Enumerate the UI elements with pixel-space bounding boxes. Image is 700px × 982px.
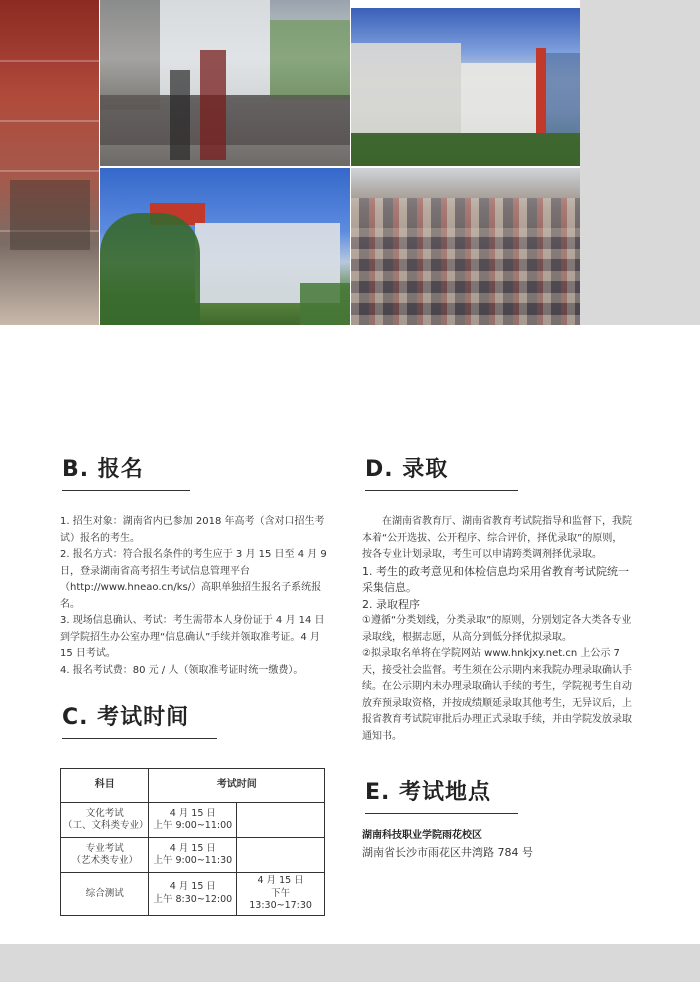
section-b-content — [60, 514, 328, 679]
section-c-title: C. 考试时间 — [62, 705, 190, 730]
section-e-title: E. 考试地点 — [365, 780, 492, 805]
table-row — [61, 803, 325, 838]
table-cell-time-empty — [237, 838, 325, 873]
table-header-time: 考试时间 — [149, 769, 325, 803]
section-c-rule — [62, 738, 217, 739]
photo-student-crowd — [351, 168, 580, 325]
table-cell-subject: 综合测试 — [61, 873, 149, 916]
section-b-rule — [62, 490, 190, 491]
section-e-rule — [365, 813, 518, 814]
table-header-subject: 科目 — [61, 769, 149, 803]
admission-intro: 在湖南省教育厅、湖南省教育考试院指导和监督下，我院本着“公开选拔、公开程序、综合评价，择优录取”的原则，按各专业计划录取，考生可以申请跨类调剂择优录取。 — [362, 516, 632, 560]
photo-students-walking — [100, 0, 350, 166]
photo-campus-buildings — [351, 8, 580, 166]
exam-address: 湖南省长沙市雨花区井湾路 784 号 — [362, 845, 533, 859]
photo-teaching-building — [100, 168, 350, 325]
section-d-title: D. 录取 — [365, 457, 449, 482]
section-d-content — [362, 514, 632, 745]
table-cell-time-empty — [237, 803, 325, 838]
signup-fee: 4. 报名考试费：80 元 / 人（领取准考证时统一缴费）。 — [60, 664, 304, 676]
signup-target: 1. 招生对象：湖南省内已参加 2018 年高考（含对口招生考试）报名的考生。 — [60, 516, 325, 544]
table-cell-time: 4 月 15 日 上午 9:00~11:00 — [149, 803, 237, 838]
section-b-title: B. 报名 — [62, 457, 144, 482]
decorative-gray-panel — [580, 0, 700, 325]
exam-school-name: 湖南科技职业学院雨花校区 — [362, 830, 482, 841]
table-row — [61, 838, 325, 873]
table-cell-time: 4 月 15 日 上午 8:30~12:00 — [149, 873, 237, 916]
admission-step-1: ①遵循“分类划线，分类录取”的原则，分别划定各大类各专业录取线，根据志愿，从高分到低分择优拟录取。 — [362, 615, 632, 643]
admission-step-2: ②拟录取名单将在学院网站 www.hnkjxy.net.cn 上公示 7 天，接受社会监督。考生须在公示期内来我院办理录取确认手续。在公示期内未办理录取确认手续的考生，学院视考生自动放弃预录取资格，并按成绩顺延录取其他考生，无异议后，上报省教育考试院审批后办理正式录取手续，并由学院发放录取通知书。 — [362, 648, 632, 742]
signup-method: 2. 报名方式：符合报名条件的考生应于 3 月 15 日至 4 月 9 日，登录湖南省高考招生考试信息管理平台（http://www.hneao.cn/ks/）高职单独招生报名子系统报名。 — [60, 549, 327, 610]
section-d-rule — [365, 490, 518, 491]
table-cell-time: 4 月 15 日 下午 13:30~17:30 — [237, 873, 325, 916]
admission-item-1: 1. 考生的政考意见和体检信息均采用省教育考试院统一采集信息。 — [362, 564, 629, 594]
photo-collage — [0, 0, 700, 325]
footer-gray-bar — [0, 944, 700, 982]
table-cell-subject: 文化考试 （工、文科类专业） — [61, 803, 149, 838]
table-header-row — [61, 769, 325, 803]
signup-confirmation: 3. 现场信息确认、考试：考生需带本人身份证于 4 月 14 日到学院招生办公室办理“信息确认”手续并领取准考证。4 月 15 日考试。 — [60, 615, 325, 659]
admission-item-2: 2. 录取程序 — [362, 597, 420, 611]
table-cell-subject: 专业考试 （艺术类专业） — [61, 838, 149, 873]
photo-building-facade — [0, 0, 99, 325]
section-e-content — [362, 828, 632, 861]
table-row — [61, 873, 325, 916]
table-cell-time: 4 月 15 日 上午 9:00~11:30 — [149, 838, 237, 873]
exam-time-table — [60, 768, 325, 916]
